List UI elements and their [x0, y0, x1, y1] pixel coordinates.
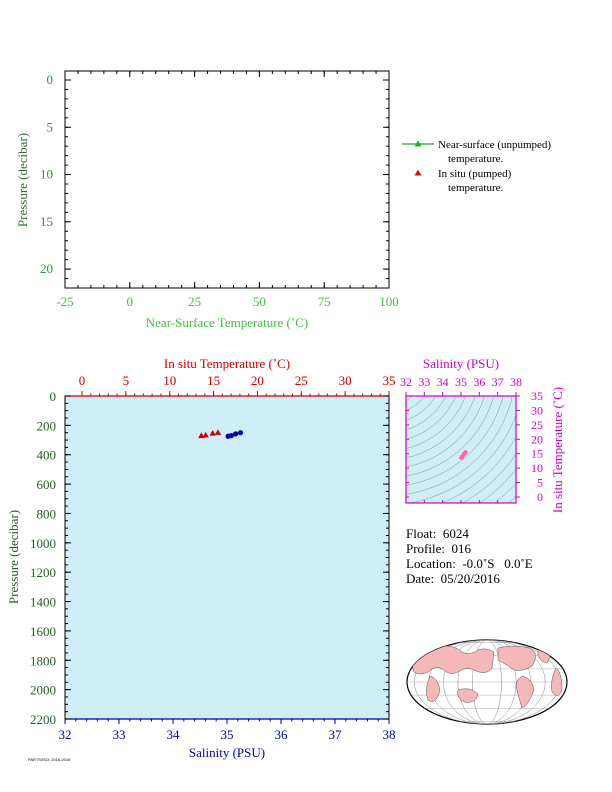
ts-y-label: In situ Temperature (˚C) — [550, 386, 565, 514]
salinity-tick-label: 33 — [112, 727, 126, 742]
near-surface-y-label: Pressure (decibar) — [15, 132, 30, 228]
pressure-tick-label: 1000 — [30, 535, 56, 551]
float-info — [406, 526, 533, 586]
y-tick-label: 0 — [46, 72, 53, 87]
salinity-tick-label: 36 — [274, 727, 288, 742]
ts-x-tick-label: 35 — [455, 375, 467, 389]
legend-in-situ-marker — [415, 170, 422, 176]
legend-near-surface-label-2: temperature. — [448, 153, 504, 165]
pressure-tick-label: 1800 — [30, 653, 56, 669]
x-tick-label: -25 — [56, 294, 74, 309]
pressure-tick-label: 1200 — [30, 565, 56, 581]
footer-text: PARTS/ISO: 2016-2016 — [28, 757, 71, 762]
temp-tick-label: 15 — [207, 373, 221, 388]
ts-y-tick-label: 30 — [531, 403, 543, 418]
y-tick-label: 15 — [40, 213, 53, 229]
location: Location: -0.0˚S 0.0˚E — [406, 556, 533, 571]
salinity-point — [233, 431, 238, 436]
profile-plot-area — [65, 396, 389, 719]
near-surface-legend — [402, 139, 551, 194]
ts-y-tick-label: 25 — [531, 417, 543, 432]
temp-tick-label: 0 — [78, 373, 86, 388]
pressure-tick-label: 800 — [36, 506, 56, 522]
salinity-tick-label: 38 — [382, 727, 396, 742]
profile-chart — [6, 356, 396, 760]
x-tick-label: 25 — [188, 294, 202, 309]
temperature-axis-label: In situ Temperature (˚C) — [163, 356, 291, 371]
ts-y-tick-label: 35 — [531, 389, 543, 403]
pressure-tick-label: 2000 — [30, 682, 56, 698]
float-id: Float: 6024 — [406, 526, 469, 541]
near-surface-plot-area — [65, 71, 389, 288]
world-map — [407, 640, 567, 724]
ts-x-tick-label: 38 — [510, 375, 522, 389]
temp-tick-label: 25 — [294, 373, 308, 388]
salinity-point — [238, 430, 243, 435]
temperature-axis — [79, 373, 396, 396]
near-surface-x-label: Near-Surface Temperature (˚C) — [145, 315, 309, 330]
ts-x-tick-label: 32 — [400, 375, 412, 389]
asia-land — [412, 646, 494, 674]
legend-in-situ-label-1: In situ (pumped) — [438, 168, 512, 180]
ts-y-tick-label: 15 — [531, 446, 543, 461]
pressure-tick-label: 400 — [36, 447, 56, 463]
ts-x-tick-label: 37 — [491, 375, 504, 389]
salinity-tick-label: 34 — [166, 727, 180, 742]
pressure-tick-label: 200 — [36, 418, 56, 434]
near-surface-chart — [15, 71, 551, 330]
pressure-tick-label: 1400 — [30, 594, 56, 610]
pressure-axis-label: Pressure (decibar) — [6, 509, 21, 605]
profile-number: Profile: 016 — [406, 541, 471, 556]
pressure-tick-label: 0 — [49, 389, 56, 404]
y-tick-label: 5 — [46, 119, 53, 135]
temp-tick-label: 35 — [382, 373, 396, 388]
salinity-axis — [59, 719, 396, 742]
temp-tick-label: 10 — [163, 373, 177, 388]
x-tick-label: 100 — [379, 294, 399, 309]
salinity-tick-label: 37 — [328, 727, 342, 742]
legend-near-surface-label-1: Near-surface (unpumped) — [438, 139, 552, 151]
ts-y-tick-label: 5 — [537, 475, 543, 490]
y-tick-label: 10 — [40, 166, 53, 182]
pressure-tick-label: 2200 — [30, 712, 56, 727]
pressure-tick-label: 600 — [36, 477, 56, 493]
ts-point — [463, 450, 467, 454]
legend-in-situ-label-2: temperature. — [448, 182, 504, 194]
density-contour — [346, 326, 426, 406]
temp-tick-label: 5 — [122, 373, 130, 388]
ts-x-tick-label: 33 — [418, 375, 431, 389]
ts-x-tick-label: 34 — [436, 375, 449, 389]
x-tick-label: 50 — [252, 294, 266, 309]
date: Date: 05/20/2016 — [406, 571, 500, 586]
x-tick-label: 0 — [126, 294, 134, 309]
x-tick-label: 75 — [317, 294, 331, 309]
temp-tick-label: 20 — [250, 373, 264, 388]
salinity-tick-label: 35 — [220, 727, 234, 742]
ts-y-tick-label: 20 — [531, 432, 543, 447]
temp-tick-label: 30 — [338, 373, 352, 388]
ts-x-tick-label: 36 — [473, 375, 486, 389]
pressure-tick-label: 1600 — [30, 623, 56, 639]
ts-y-tick-label: 10 — [531, 461, 543, 476]
y-tick-label: 20 — [40, 261, 53, 277]
ts-x-label: Salinity (PSU) — [422, 356, 500, 371]
salinity-tick-label: 32 — [58, 727, 72, 742]
salinity-axis-label: Salinity (PSU) — [188, 745, 266, 760]
ts-y-tick-label: 0 — [537, 490, 543, 504]
